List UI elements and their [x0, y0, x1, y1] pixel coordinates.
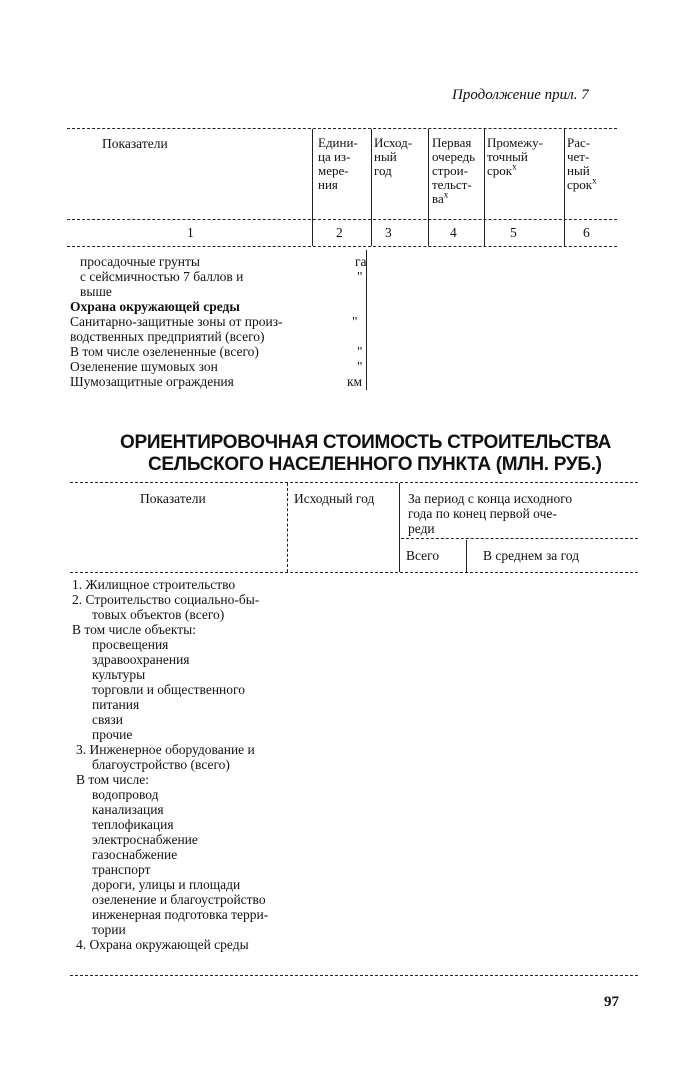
table1-row-unit: " [357, 344, 363, 359]
table1-row-label: В том числе озелененные (всего) [70, 344, 259, 359]
table1-header-rule [67, 219, 617, 220]
header-total: Всего [406, 548, 440, 563]
header-design: Рас- чет- ный срок$^х$ [567, 135, 597, 192]
table2-bottom-rule [70, 975, 638, 976]
header-intermediate: Промежу- точный срок$^х$ [487, 135, 543, 178]
table2-row: инженерная подготовка терри- [92, 907, 269, 922]
table2-row: торговли и общественного [92, 682, 245, 697]
table2-row: транспорт [92, 862, 151, 877]
table2-row: просвещения [92, 637, 169, 652]
table1-row-unit: " [357, 359, 363, 374]
table2-row: здравоохранения [92, 652, 190, 667]
table1-col-divider [371, 129, 372, 246]
table1-row-unit: км [347, 374, 363, 389]
table2-row: 2. Строительство социально-бы- [72, 592, 260, 607]
col-number: 1 [187, 225, 194, 240]
continuation-note: Продолжение прил. 7 [452, 87, 589, 103]
table1-col-divider [564, 129, 565, 246]
header-first-stage: Первая очередь строи- тельст- $ва^х$ [432, 135, 476, 206]
table1-row-label: с сейсмичностью 7 баллов и [80, 269, 244, 284]
table1-row-unit: " [352, 314, 358, 329]
table2-row: дороги, улицы и площади [92, 877, 241, 892]
table1-numbers-rule [67, 246, 617, 247]
header-base-year: Исход- ный год [374, 135, 413, 178]
col-number: 6 [583, 225, 590, 240]
table1-row-label: Санитарно-защитные зоны от произ- [70, 314, 283, 329]
table2-row: канализация [92, 802, 164, 817]
table2-row: питания [92, 697, 140, 712]
table2-row: озеленение и благоустройство [92, 892, 266, 907]
table1-body-divider [366, 250, 367, 390]
table2-row: связи [92, 712, 123, 727]
table2-col-divider [466, 540, 467, 572]
header-unit: Едини- ца из- мере- ния [318, 135, 358, 192]
table1-row-unit: " [357, 269, 363, 284]
table1-top-rule [67, 128, 617, 129]
table2-row: электроснабжение [92, 832, 198, 847]
table2-row: 4. Охрана окружающей среды [76, 937, 249, 952]
table2-top-rule [70, 482, 638, 483]
table2-row: благоустройство (всего) [92, 757, 230, 772]
table1-row-label: выше [80, 284, 112, 299]
header-indicators-2: Показатели [140, 491, 206, 506]
col-number: 4 [450, 225, 457, 240]
table1-row-label: Озеленение шумовых зон [70, 359, 218, 374]
table2-row: прочие [92, 727, 133, 742]
table2-header-rule [70, 572, 638, 573]
col-number: 2 [336, 225, 343, 240]
table1-row-label: водственных предприятий (всего) [70, 329, 265, 344]
page-number: 97 [604, 994, 619, 1010]
header-indicators: Показатели [102, 136, 168, 151]
table2-row: тории [92, 922, 126, 937]
col-number: 3 [385, 225, 392, 240]
col-number: 5 [510, 225, 517, 240]
table2-col-divider [399, 483, 400, 572]
table2-row: теплофикация [92, 817, 174, 832]
table2-row: В том числе объекты: [72, 622, 196, 637]
table2-row: водопровод [92, 787, 159, 802]
table2-sub-rule [401, 538, 638, 539]
table1-row-label: просадочные грунты [80, 254, 200, 269]
table2-row: газоснабжение [92, 847, 178, 862]
table2-row: культуры [92, 667, 146, 682]
table1-row-label: Шумозащитные ограждения [70, 374, 234, 389]
header-base-year-2: Исходный год [294, 491, 375, 506]
table2-row: В том числе: [76, 772, 149, 787]
table1-col-divider [484, 129, 485, 246]
table2-row: товых объектов (всего) [92, 607, 225, 622]
table2-col-divider [287, 483, 288, 572]
section-title-line2: СЕЛЬСКОГО НАСЕЛЕННОГО ПУНКТА (МЛН. РУБ.) [148, 454, 602, 475]
header-period: За период с конца исходного года по конец первой оче- реди [408, 491, 573, 536]
table1-col-divider [428, 129, 429, 246]
section-title-line1: ОРИЕНТИРОВОЧНАЯ СТОИМОСТЬ СТРОИТЕЛЬСТВА [120, 432, 612, 453]
table2-row: 3. Инженерное оборудование и [76, 742, 255, 757]
table2-row: 1. Жилищное строительство [72, 577, 236, 592]
table1-col-divider [312, 129, 313, 246]
header-average: В среднем за год [483, 548, 580, 563]
table1-row-label: Охрана окружающей среды [70, 299, 240, 314]
table1-row-unit: га [355, 254, 367, 269]
